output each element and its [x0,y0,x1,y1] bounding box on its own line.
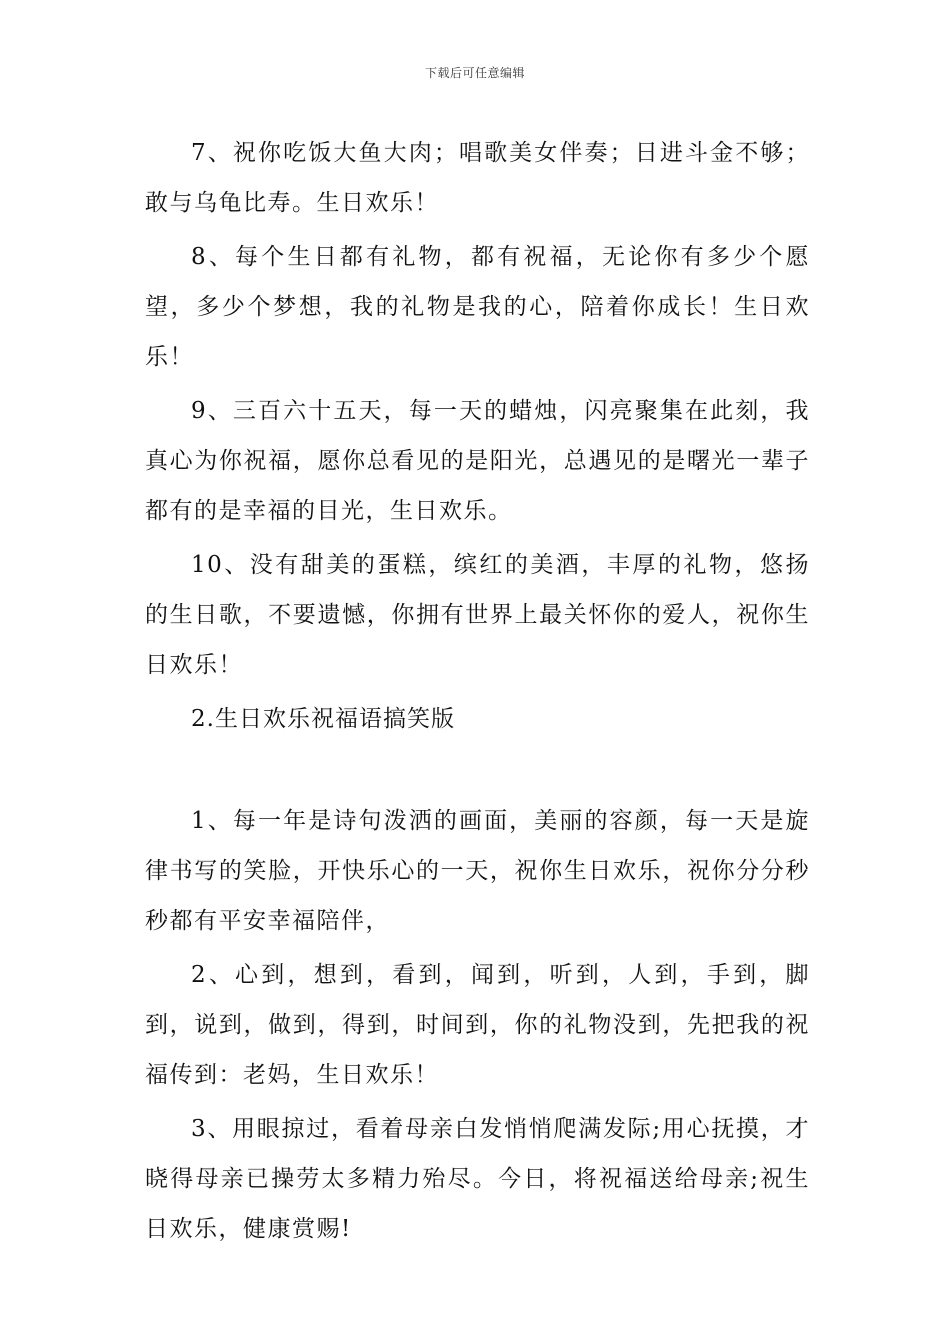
paragraph-wish-7: 7、祝你吃饭大鱼大肉；唱歌美女伴奏；日进斗金不够；敢与乌龟比寿。生日欢乐！ [145,140,810,216]
paragraph-wish-10: 10、没有甜美的蛋糕，缤红的美酒，丰厚的礼物，悠扬的生日歌，不要遗憾，你拥有世界上最关怀你的爱人，祝你生日欢乐！ [145,552,810,678]
paragraph-funny-2: 2、心到，想到，看到，闻到，听到，人到，手到，脚到，说到，做到，得到，时间到，你的礼物没到，先把我的祝福传到：老妈，生日欢乐！ [145,962,810,1088]
paragraph-funny-3: 3、用眼掠过，看着母亲白发悄悄爬满发际;用心抚摸，才晓得母亲已操劳太多精力殆尽。今日，将祝福送给母亲;祝生日欢乐，健康赏赐! [145,1116,810,1242]
paragraph-wish-8: 8、每个生日都有礼物，都有祝福，无论你有多少个愿望，多少个梦想，我的礼物是我的心，陪着你成长！生日欢乐！ [145,244,810,370]
document-body [145,128,810,1258]
paragraph-wish-9: 9、三百六十五天，每一天的蜡烛，闪亮聚集在此刻，我真心为你祝福，愿你总看见的是阳光，总遇见的是曙光一辈子都有的是幸福的目光，生日欢乐。 [145,398,810,524]
section-title: 2.生日欢乐祝福语搞笑版 [191,706,455,732]
section-spacer [145,744,810,796]
page-header-note: 下载后可任意编辑 [424,66,525,80]
paragraph-funny-1: 1、每一年是诗句泼洒的画面，美丽的容颜，每一天是旋律书写的笑脸，开快乐心的一天，祝你生日欢乐，祝你分分秒秒都有平安幸福陪伴， [145,808,810,934]
